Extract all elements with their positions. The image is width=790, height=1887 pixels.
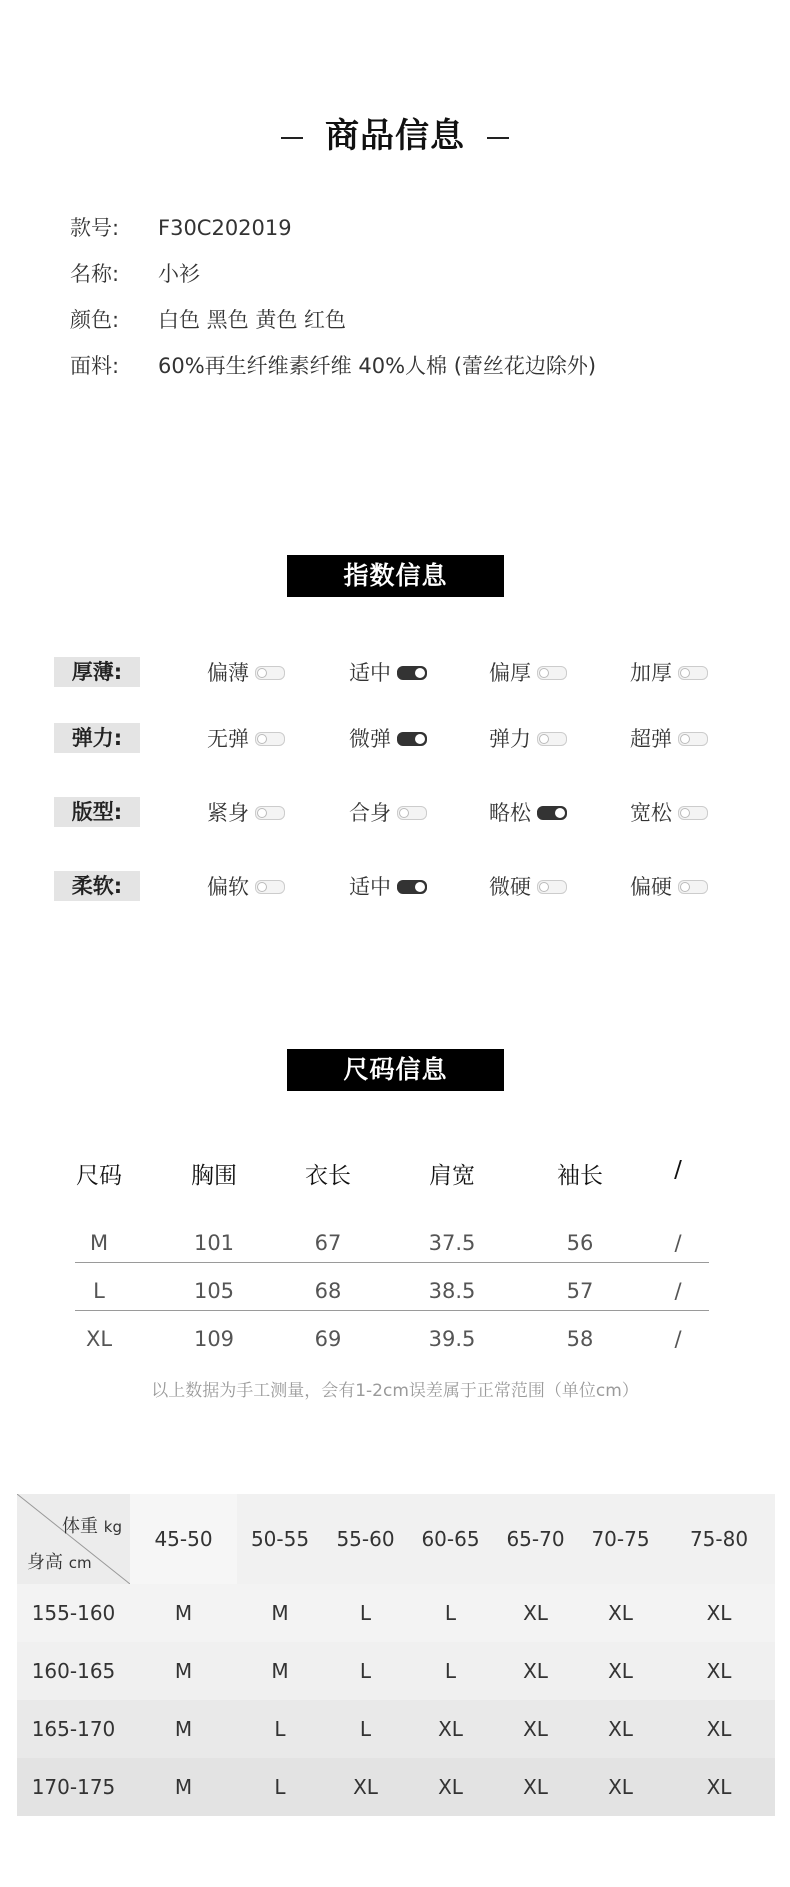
size-recommendation-cell: L <box>408 1642 493 1700</box>
size-cell: 56 <box>566 1231 594 1255</box>
size-cell: 109 <box>193 1327 235 1351</box>
weight-header-cell: 75-80 <box>663 1494 775 1584</box>
grid-row <box>17 1700 775 1758</box>
size-note: 以上数据为手工测量，会有1-2cm误差属于正常范围（单位cm） <box>151 1381 639 1401</box>
size-cell: 58 <box>566 1327 594 1351</box>
index-option <box>207 657 285 687</box>
grid-row <box>17 1642 775 1700</box>
toggle-off-icon <box>678 880 708 894</box>
size-header-cell: 尺码 <box>76 1163 122 1189</box>
index-info-banner: 指数信息 <box>287 555 504 597</box>
size-cell: XL <box>85 1327 113 1351</box>
size-recommendation-cell: M <box>130 1700 237 1758</box>
grid-corner-cell <box>17 1494 130 1584</box>
size-recommendation-cell: L <box>323 1584 408 1642</box>
size-header-cell: 衣长 <box>305 1163 351 1189</box>
index-option-label: 微弹 <box>349 727 391 751</box>
index-option <box>489 657 567 687</box>
weight-unit: kg <box>103 1518 122 1536</box>
index-option-label: 适中 <box>349 661 391 685</box>
index-option-label: 偏薄 <box>207 661 249 685</box>
title-dash-right <box>487 137 509 139</box>
size-recommendation-cell: XL <box>663 1700 775 1758</box>
height-label: 身高 <box>27 1552 63 1573</box>
index-option <box>489 797 567 827</box>
index-option-label: 超弹 <box>630 727 672 751</box>
toggle-off-icon <box>537 666 567 680</box>
index-option <box>349 657 427 687</box>
height-cell: 165-170 <box>17 1700 130 1758</box>
size-recommendation-cell: L <box>323 1700 408 1758</box>
index-label: 弹力: <box>54 723 140 753</box>
height-unit: cm <box>68 1554 92 1572</box>
size-cell: L <box>93 1279 105 1303</box>
height-cell: 170-175 <box>17 1758 130 1816</box>
size-cell: 69 <box>314 1327 342 1351</box>
size-cell: 37.5 <box>428 1231 476 1255</box>
grid-row <box>17 1584 775 1642</box>
size-recommendation-cell: M <box>237 1584 323 1642</box>
index-option <box>349 871 427 901</box>
weight-label: 体重 <box>62 1516 99 1537</box>
index-label: 版型: <box>54 797 140 827</box>
info-value: 60%再生纤维素纤维 40%人棉 (蕾丝花边除外) <box>158 354 597 378</box>
product-info-title <box>0 108 790 157</box>
index-option <box>630 871 708 901</box>
height-cell: 155-160 <box>17 1584 130 1642</box>
weight-axis-label <box>62 1512 122 1538</box>
size-recommendation-cell: XL <box>408 1700 493 1758</box>
size-recommendation-cell: XL <box>663 1584 775 1642</box>
index-option <box>489 871 567 901</box>
size-cell: 39.5 <box>428 1327 476 1351</box>
size-cell: / <box>674 1231 682 1255</box>
index-option <box>630 797 708 827</box>
size-recommendation-cell: XL <box>663 1758 775 1816</box>
size-recommendation-cell: XL <box>493 1700 578 1758</box>
index-option-label: 适中 <box>349 875 391 899</box>
info-label: 名称: <box>70 262 120 286</box>
size-header-cell: 袖长 <box>557 1163 603 1189</box>
weight-header-cell: 70-75 <box>578 1494 663 1584</box>
info-row-name <box>70 258 200 288</box>
index-option-label: 宽松 <box>630 801 672 825</box>
size-cell: / <box>674 1279 682 1303</box>
size-cell: / <box>674 1327 682 1351</box>
toggle-off-icon <box>255 666 285 680</box>
size-recommendation-cell: XL <box>578 1584 663 1642</box>
index-option-label: 弹力 <box>489 727 531 751</box>
size-header-cell: / <box>674 1157 682 1183</box>
weight-header-cell: 65-70 <box>493 1494 578 1584</box>
index-option <box>349 797 427 827</box>
toggle-off-icon <box>255 806 285 820</box>
info-label: 款号: <box>70 216 120 240</box>
index-option <box>207 723 285 753</box>
size-recommendation-cell: XL <box>493 1584 578 1642</box>
index-option-label: 偏硬 <box>630 875 672 899</box>
size-recommendation-cell: XL <box>578 1700 663 1758</box>
size-cell: 101 <box>193 1231 235 1255</box>
info-label: 颜色: <box>70 308 120 332</box>
index-option-label: 略松 <box>489 801 531 825</box>
index-option-label: 紧身 <box>207 801 249 825</box>
grid-header-row <box>17 1494 775 1584</box>
info-row-style-no <box>70 212 292 242</box>
size-row-divider <box>75 1310 709 1311</box>
index-option-label: 微硬 <box>489 875 531 899</box>
size-recommendation-cell: M <box>237 1642 323 1700</box>
size-header-cell: 胸围 <box>191 1163 237 1189</box>
size-cell: 68 <box>314 1279 342 1303</box>
toggle-off-icon <box>537 880 567 894</box>
height-cell: 160-165 <box>17 1642 130 1700</box>
size-recommendation-table <box>17 1494 775 1816</box>
size-recommendation-cell: XL <box>493 1642 578 1700</box>
toggle-off-icon <box>255 732 285 746</box>
info-value: 白色 黑色 黄色 红色 <box>158 308 347 332</box>
size-recommendation-cell: XL <box>578 1758 663 1816</box>
size-recommendation-cell: XL <box>323 1758 408 1816</box>
size-recommendation-cell: XL <box>663 1642 775 1700</box>
index-option-label: 无弹 <box>207 727 249 751</box>
product-info-title-text: 商品信息 <box>325 116 465 156</box>
size-recommendation-cell: L <box>237 1700 323 1758</box>
toggle-off-icon <box>678 732 708 746</box>
weight-header-cell: 55-60 <box>323 1494 408 1584</box>
toggle-on-icon <box>537 806 567 820</box>
info-value: F30C202019 <box>158 216 292 240</box>
weight-header-cell: 45-50 <box>130 1494 237 1584</box>
toggle-off-icon <box>397 806 427 820</box>
size-cell: 38.5 <box>428 1279 476 1303</box>
size-cell: 105 <box>193 1279 235 1303</box>
index-label: 厚薄: <box>54 657 140 687</box>
size-header-cell: 肩宽 <box>429 1163 475 1189</box>
toggle-on-icon <box>397 666 427 680</box>
size-recommendation-cell: L <box>237 1758 323 1816</box>
size-recommendation-cell: L <box>323 1642 408 1700</box>
index-label: 柔软: <box>54 871 140 901</box>
grid-row <box>17 1758 775 1816</box>
size-recommendation-cell: M <box>130 1584 237 1642</box>
size-recommendation-cell: M <box>130 1758 237 1816</box>
size-recommendation-cell: L <box>408 1584 493 1642</box>
size-cell: M <box>89 1231 109 1255</box>
toggle-off-icon <box>255 880 285 894</box>
index-option-label: 偏厚 <box>489 661 531 685</box>
title-dash-left <box>281 137 303 139</box>
info-value: 小衫 <box>158 262 200 286</box>
index-option <box>207 797 285 827</box>
toggle-on-icon <box>397 880 427 894</box>
index-option-label: 偏软 <box>207 875 249 899</box>
index-option <box>630 723 708 753</box>
height-axis-label <box>27 1548 92 1574</box>
weight-header-cell: 60-65 <box>408 1494 493 1584</box>
size-recommendation-cell: XL <box>408 1758 493 1816</box>
toggle-off-icon <box>678 806 708 820</box>
info-row-fabric <box>70 350 596 380</box>
index-option <box>489 723 567 753</box>
index-option <box>349 723 427 753</box>
toggle-off-icon <box>678 666 708 680</box>
size-cell: 67 <box>314 1231 342 1255</box>
size-recommendation-cell: M <box>130 1642 237 1700</box>
size-cell: 57 <box>566 1279 594 1303</box>
weight-header-cell: 50-55 <box>237 1494 323 1584</box>
info-label: 面料: <box>70 354 120 378</box>
toggle-off-icon <box>537 732 567 746</box>
size-recommendation-cell: XL <box>578 1642 663 1700</box>
index-option <box>630 657 708 687</box>
index-option <box>207 871 285 901</box>
info-row-color <box>70 304 346 334</box>
index-option-label: 合身 <box>349 801 391 825</box>
size-info-banner: 尺码信息 <box>287 1049 504 1091</box>
size-row-divider <box>75 1262 709 1263</box>
toggle-on-icon <box>397 732 427 746</box>
size-recommendation-cell: XL <box>493 1758 578 1816</box>
index-option-label: 加厚 <box>630 661 672 685</box>
